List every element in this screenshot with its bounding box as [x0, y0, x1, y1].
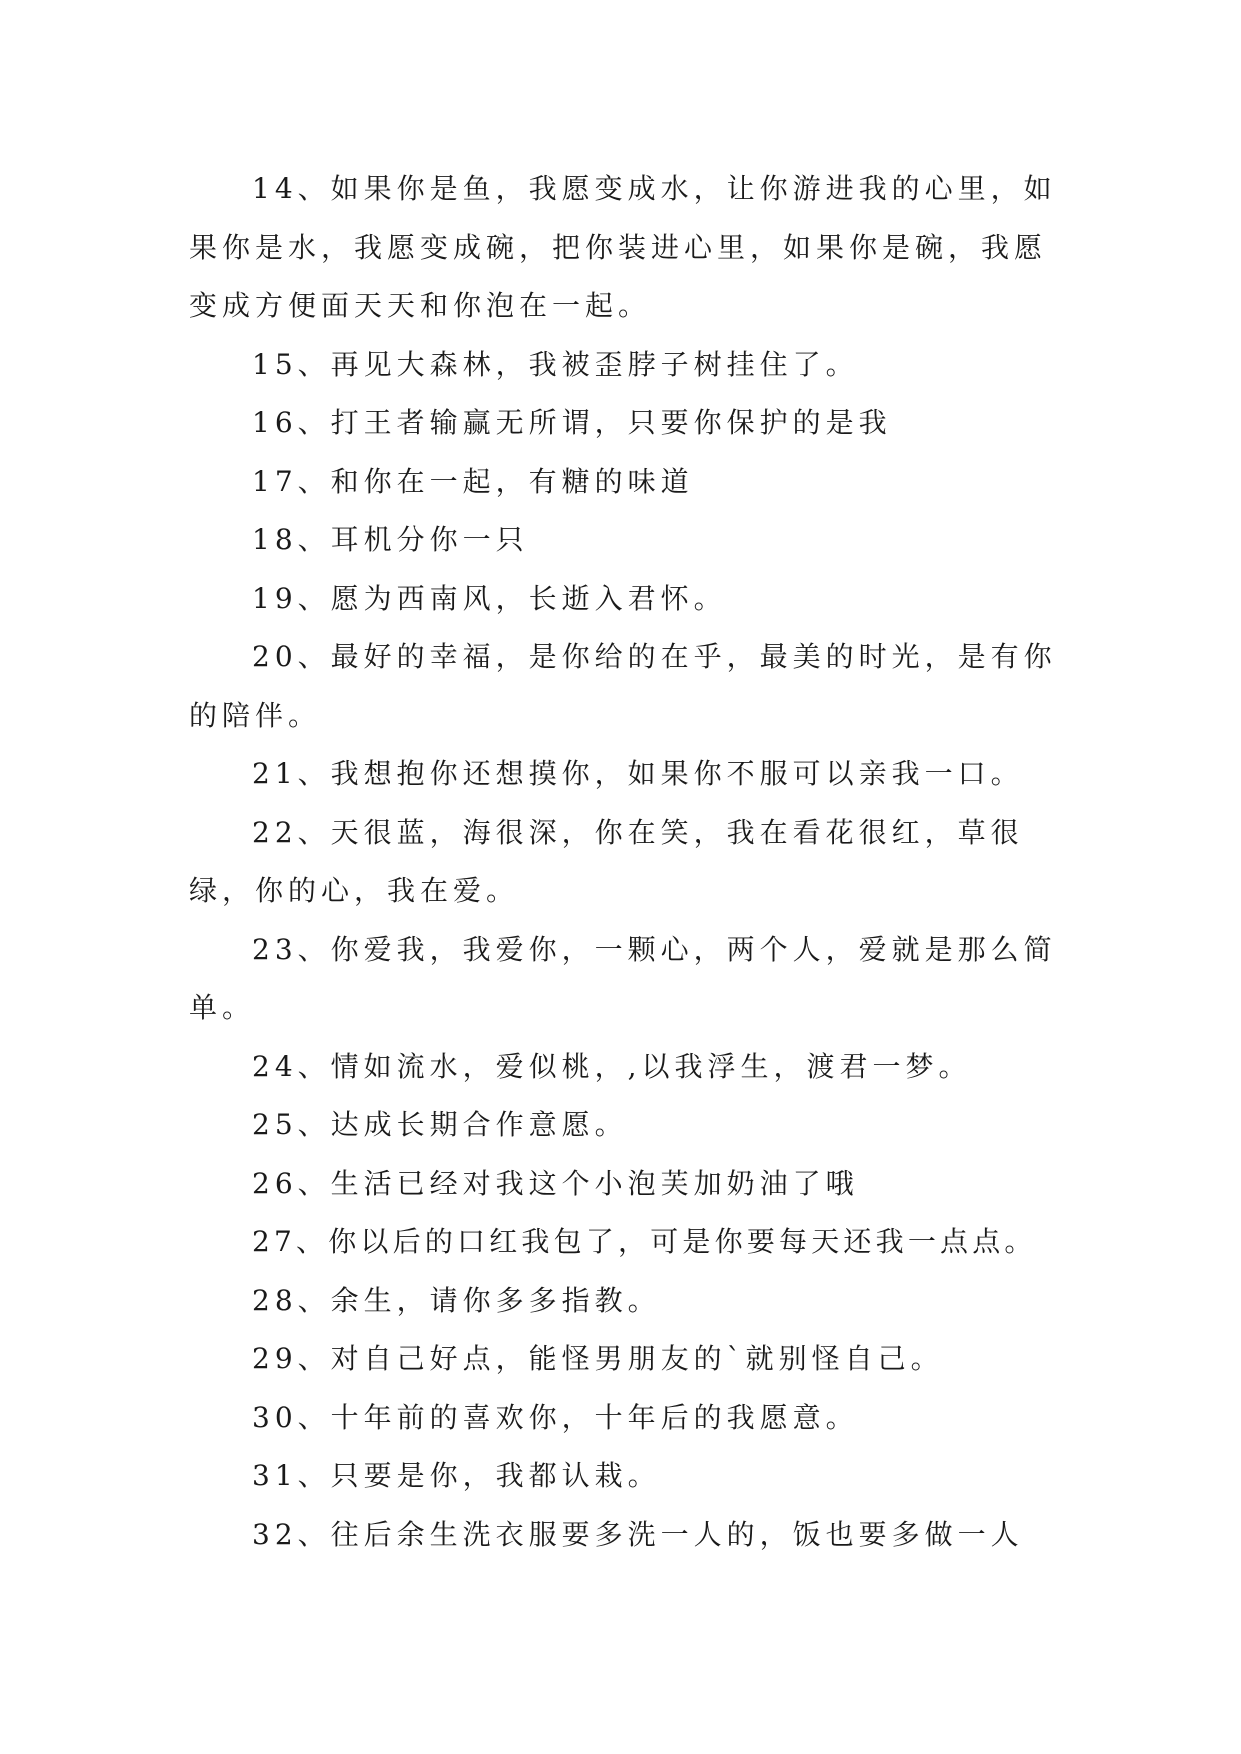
paragraph-26: 26、生活已经对我这个小泡芙加奶油了哦	[252, 1166, 859, 1200]
paragraph-24: 24、情如流水，爱似桃，,以我浮生，渡君一梦。	[252, 1049, 972, 1083]
paragraph-14: 14、如果你是鱼，我愿变成水，让你游进我的心里，如果你是水，我愿变成碗，把你装进心里，如果你是碗，我愿变成方便面天天和你泡在一起。	[189, 172, 1057, 322]
paragraph-23: 23、你爱我，我爱你，一颗心，两个人，爱就是那么简单。	[189, 932, 1057, 1024]
paragraph-16: 16、打王者输赢无所谓，只要你保护的是我	[252, 406, 892, 439]
paragraph-32: 32、往后余生洗衣服要多洗一人的，饭也要多做一人	[252, 1517, 1024, 1551]
paragraph-28: 28、余生，请你多多指教。	[252, 1283, 661, 1317]
paragraph-30: 30、十年前的喜欢你，十年后的我愿意。	[252, 1400, 859, 1434]
paragraph-17: 17、和你在一起，有糖的味道	[252, 464, 694, 498]
paragraph-20: 20、最好的幸福，是你给的在乎，最美的时光，是有你的陪伴。	[189, 640, 1057, 732]
paragraph-21: 21、我想抱你还想摸你，如果你不服可以亲我一口。	[252, 757, 1024, 790]
paragraph-22: 22、天很蓝，海很深，你在笑，我在看花很红，草很绿，你的心，我在爱。	[189, 815, 1024, 907]
paragraph-18: 18、耳机分你一只	[252, 523, 529, 556]
paragraph-19: 19、愿为西南风，长逝入君怀。	[252, 581, 727, 615]
paragraph-31: 31、只要是你，我都认栽。	[252, 1459, 661, 1492]
paragraph-29: 29、对自己好点，能怪男朋友的`就别怪自己。	[252, 1342, 944, 1375]
paragraph-27: 27、你以后的口红我包了，可是你要每天还我一点点。	[252, 1225, 1037, 1258]
paragraph-25: 25、达成长期合作意愿。	[252, 1108, 628, 1141]
document-body	[189, 160, 1059, 1564]
paragraph-15: 15、再见大森林，我被歪脖子树挂住了。	[252, 347, 859, 381]
